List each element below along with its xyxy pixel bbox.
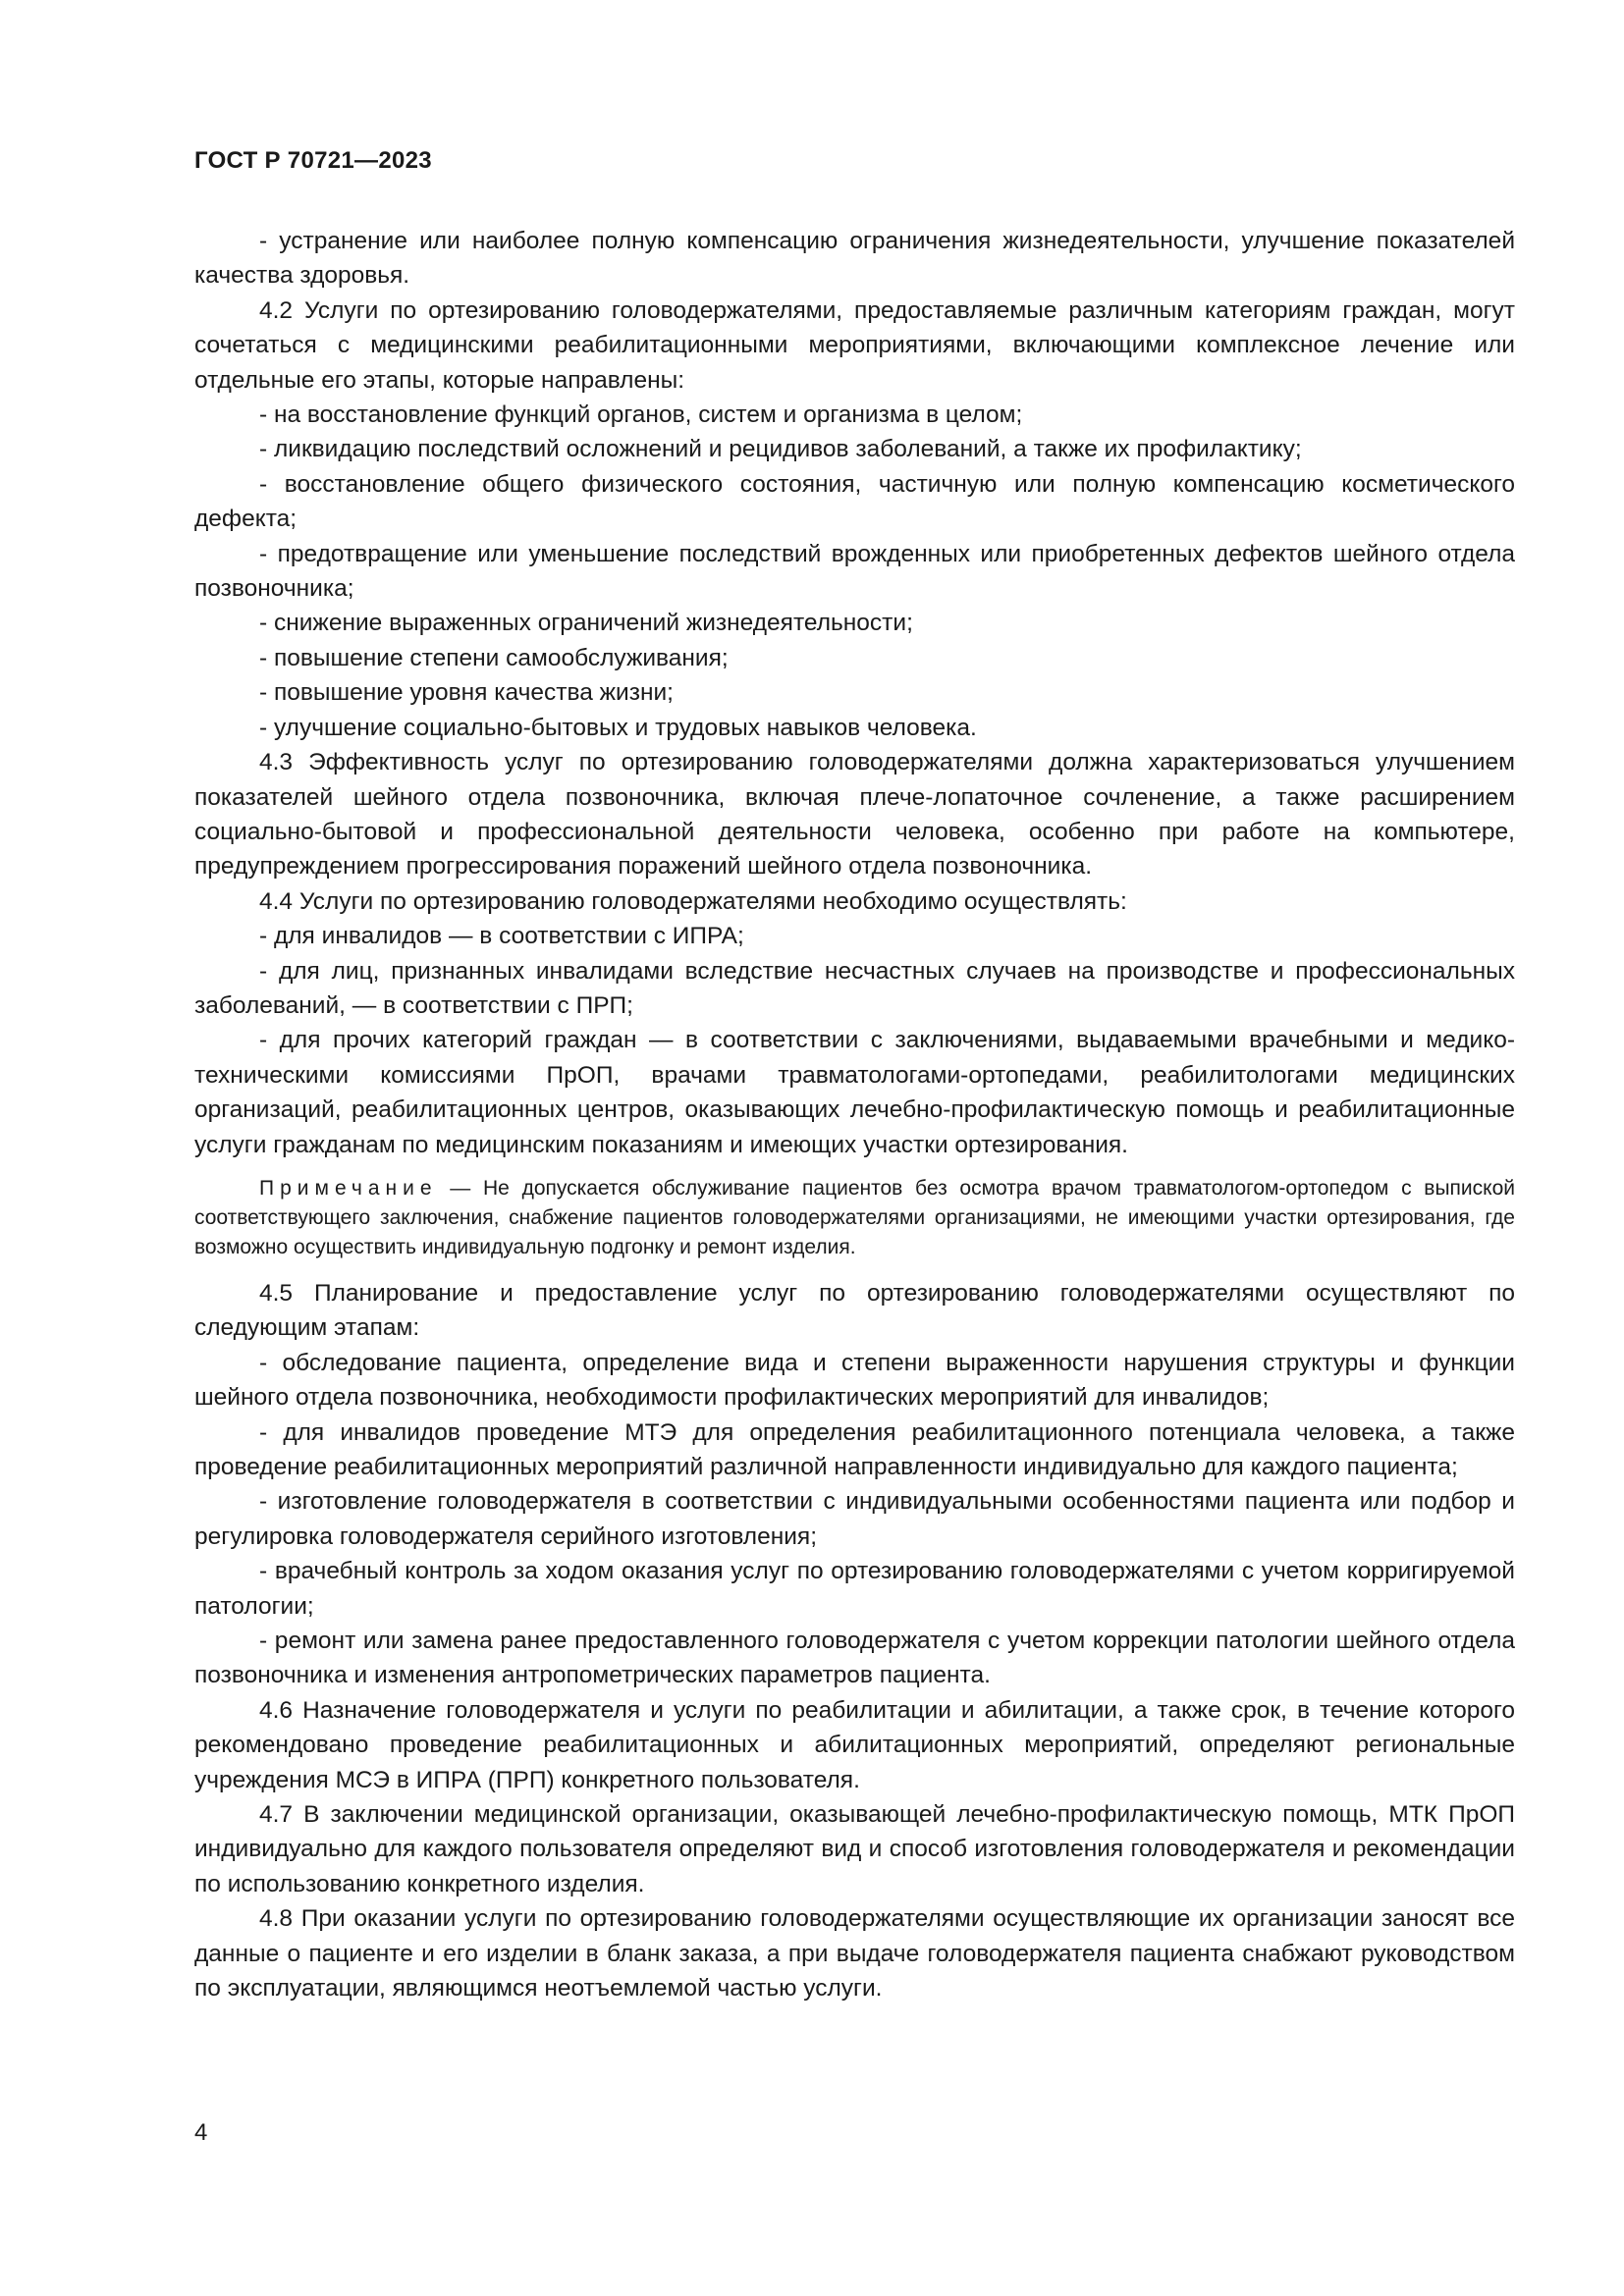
paragraph: 4.2 Услуги по ортезированию головодержателями, предоставляемые различным категориям граждан, могут сочетаться с медицинскими реабилитационными мероприятиями, включающими комплексное лечение или отдельные его этапы, которые направлены: [194, 296, 1515, 394]
paragraph: - улучшение социально-бытовых и трудовых навыков человека. [259, 714, 977, 741]
paragraph: - для прочих категорий граждан — в соответствии с заключениями, выдаваемыми врачебными и медико-техническими комиссиями ПрОП, врачами травматологами-ортопедами, реабилитологами медицинских организаций, реабилитационных центров, оказывающих лечебно-профилактическую помощь и реабилитационные услуги гражданам по медицинским показаниям и имеющих участки ортезирования. [194, 1027, 1515, 1158]
paragraph: - для инвалидов проведение МТЭ для определения реабилитационного потенциала человека, а также проведение реабилитационных мероприятий различной направленности индивидуально для каждого пациента; [194, 1418, 1515, 1480]
paragraph: 4.8 При оказании услуги по ортезированию головодержателями осуществляющие их организации заносят все данные о пациенте и его изделии в бланк заказа, а при выдаче головодержателя пациента снабжают руководством по эксплуатации, являющимся неотъемлемой частью услуги. [194, 1905, 1515, 2002]
paragraph: - повышение степени самообслуживания; [259, 644, 729, 671]
paragraph: - восстановление общего физического состояния, частичную или полную компенсацию косметического дефекта; [194, 470, 1515, 533]
document-header-code: ГОСТ Р 70721—2023 [194, 147, 432, 174]
note-label: Примечание [259, 1176, 438, 1200]
note-block [194, 1174, 1515, 1262]
paragraph: - снижение выраженных ограничений жизнедеятельности; [259, 610, 913, 637]
paragraph: 4.7 В заключении медицинской организации, оказывающей лечебно-профилактическую помощь, МТК ПрОП индивидуально для каждого пользователя определяют вид и способ изготовления головодержателя и рекомендации по использованию конкретного изделия. [194, 1801, 1515, 1897]
paragraph: - устранение или наиболее полную компенсацию ограничения жизнедеятельности, улучшение показателей качества здоровья. [194, 228, 1515, 290]
paragraph: - обследование пациента, определение вида и степени выраженности нарушения структуры и функции шейного отдела позвоночника, необходимости профилактических мероприятий для инвалидов; [194, 1349, 1515, 1412]
page-number: 4 [194, 2119, 208, 2146]
paragraph: 4.6 Назначение головодержателя и услуги по реабилитации и абилитации, а также срок, в течение которого рекомендовано проведение реабилитационных и абилитационных мероприятий, определяют региональные учреждения МСЭ в ИПРА (ПРП) конкретного пользователя. [194, 1696, 1515, 1793]
paragraph: - предотвращение или уменьшение последствий врожденных или приобретенных дефектов шейного отдела позвоночника; [194, 540, 1515, 603]
paragraph: - повышение уровня качества жизни; [259, 679, 674, 707]
paragraph: 4.4 Услуги по ортезированию головодержателями необходимо осуществлять: [259, 887, 1127, 915]
paragraph: 4.5 Планирование и предоставление услуг по ортезированию головодержателями осуществляют по следующим этапам: [194, 1279, 1515, 1342]
paragraph: - ликвидацию последствий осложнений и рецидивов заболеваний, а также их профилактику; [259, 436, 1302, 463]
paragraph: - изготовление головодержателя в соответствии с индивидуальными особенностями пациента или подбор и регулировка головодержателя серийного изготовления; [194, 1488, 1515, 1550]
paragraph: - врачебный контроль за ходом оказания услуг по ортезированию головодержателями с учетом корригируемой патологии; [194, 1558, 1515, 1620]
note-text: — Не допускается обслуживание пациентов без осмотра врачом травматологом-ортопедом с выпиской соответствующего заключения, снабжение пациентов головодержателями организациями, не имеющими участки ортезирования, где возможно осуществить индивидуальную подгонку и ремонт изделия. [194, 1176, 1515, 1258]
paragraph: 4.3 Эффективность услуг по ортезированию головодержателями должна характеризоваться улучшением показателей шейного отдела позвоночника, включая плече-лопаточное сочленение, а также расширением социально-бытовой и профессиональной деятельности человека, особенно при работе на компьютере, предупреждением прогрессирования поражений шейного отдела позвоночника. [194, 749, 1515, 881]
paragraph: - для инвалидов — в соответствии с ИПРА; [259, 923, 744, 950]
paragraph: - на восстановление функций органов, систем и организма в целом; [259, 401, 1023, 429]
paragraph: - ремонт или замена ранее предоставленного головодержателя с учетом коррекции патологии шейного отдела позвоночника и изменения антропометрических параметров пациента. [194, 1628, 1515, 1689]
paragraph: - для лиц, признанных инвалидами вследствие несчастных случаев на производстве и профессиональных заболеваний, — в соответствии с ПРП; [194, 957, 1515, 1019]
document-body [194, 224, 1515, 2006]
